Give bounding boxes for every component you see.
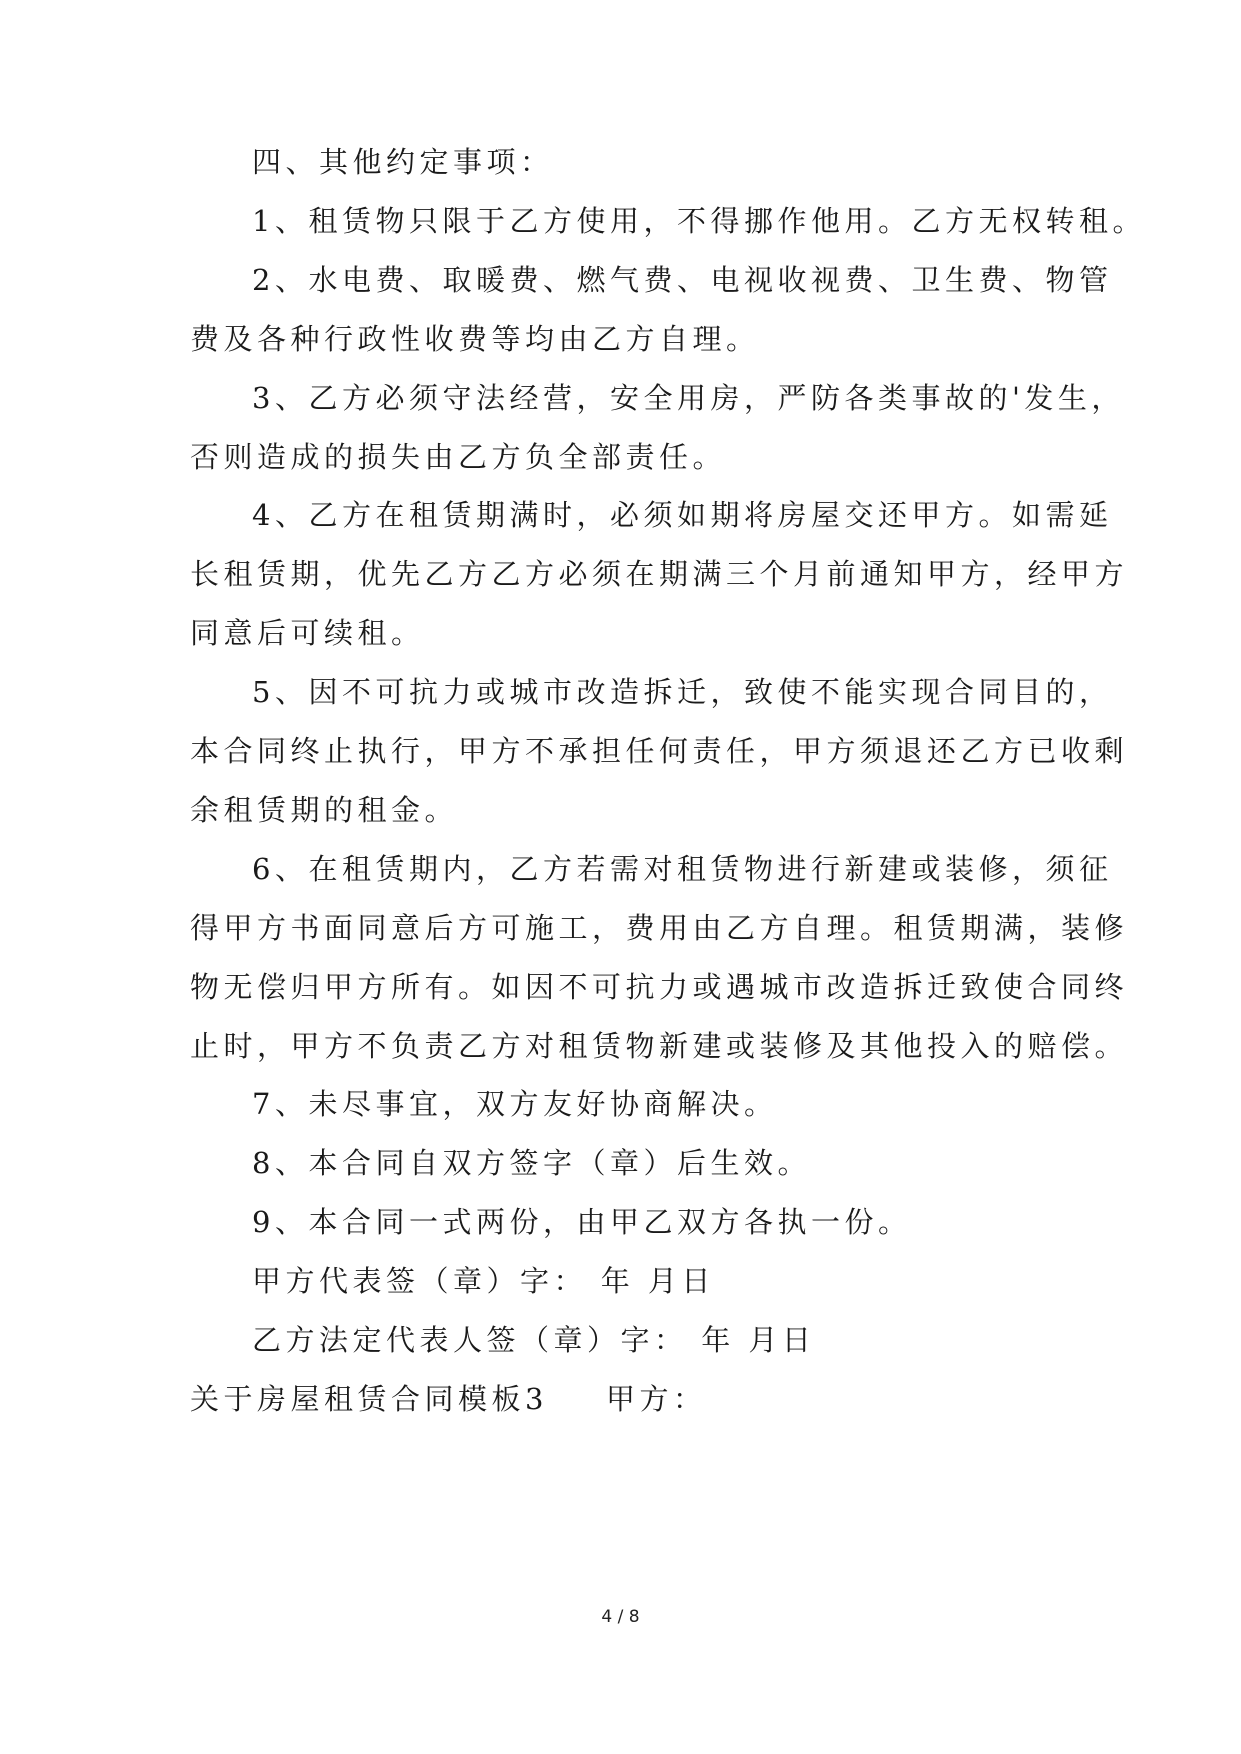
party-a-label: 甲方：: [605, 1381, 707, 1416]
text-line: 2、水电费、取暖费、燃气费、电视收视费、卫生费、物管: [252, 262, 1113, 297]
text-line: 四、其他约定事项：: [252, 145, 554, 179]
text-line: 5、因不可抗力或城市改造拆迁，致使不能实现合同目的，: [252, 675, 1113, 710]
text-line: 1、租赁物只限于乙方使用，不得挪作他用。乙方无权转租。: [252, 203, 1146, 238]
text-line: 甲方代表签（章）字： 年 月日: [252, 1264, 715, 1299]
template-heading-line: [190, 1379, 706, 1419]
text-line: 9、本合同一式两份，由甲乙双方各执一份。: [252, 1205, 912, 1240]
text-line: 得甲方书面同意后方可施工，费用由乙方自理。租赁期满，装修: [190, 910, 1129, 945]
text-line: 长租赁期，优先乙方乙方必须在期满三个月前通知甲方，经甲方: [190, 557, 1129, 592]
text-line: 否则造成的损失由乙方负全部责任。: [190, 439, 727, 474]
template-title: 关于房屋租赁合同模板3: [190, 1381, 548, 1416]
text-line: 6、在租赁期内，乙方若需对租赁物进行新建或装修，须征: [252, 851, 1113, 886]
text-line: 本合同终止执行，甲方不承担任何责任，甲方须退还乙方已收剩: [190, 734, 1129, 768]
text-line: 乙方法定代表人签（章）字： 年 月日: [252, 1323, 816, 1357]
page-number: 4 / 8: [601, 1607, 640, 1627]
text-line: 余租赁期的租金。: [190, 792, 459, 827]
text-line: 费及各种行政性收费等均由乙方自理。: [190, 321, 760, 356]
text-line: 4、乙方在租赁期满时，必须如期将房屋交还甲方。如需延: [252, 498, 1113, 533]
text-line: 物无偿归甲方所有。如因不可抗力或遇城市改造拆迁致使合同终: [190, 969, 1129, 1004]
text-line: 止时，甲方不负责乙方对租赁物新建或装修及其他投入的赔偿。: [190, 1028, 1129, 1063]
text-line: 3、乙方必须守法经营，安全用房，严防各类事故的'发生，: [252, 380, 1125, 415]
text-line: 8、本合同自双方签字（章）后生效。: [252, 1146, 811, 1181]
text-line: 7、未尽事宜，双方友好协商解决。: [252, 1087, 778, 1122]
text-line: 同意后可续租。: [190, 616, 425, 651]
